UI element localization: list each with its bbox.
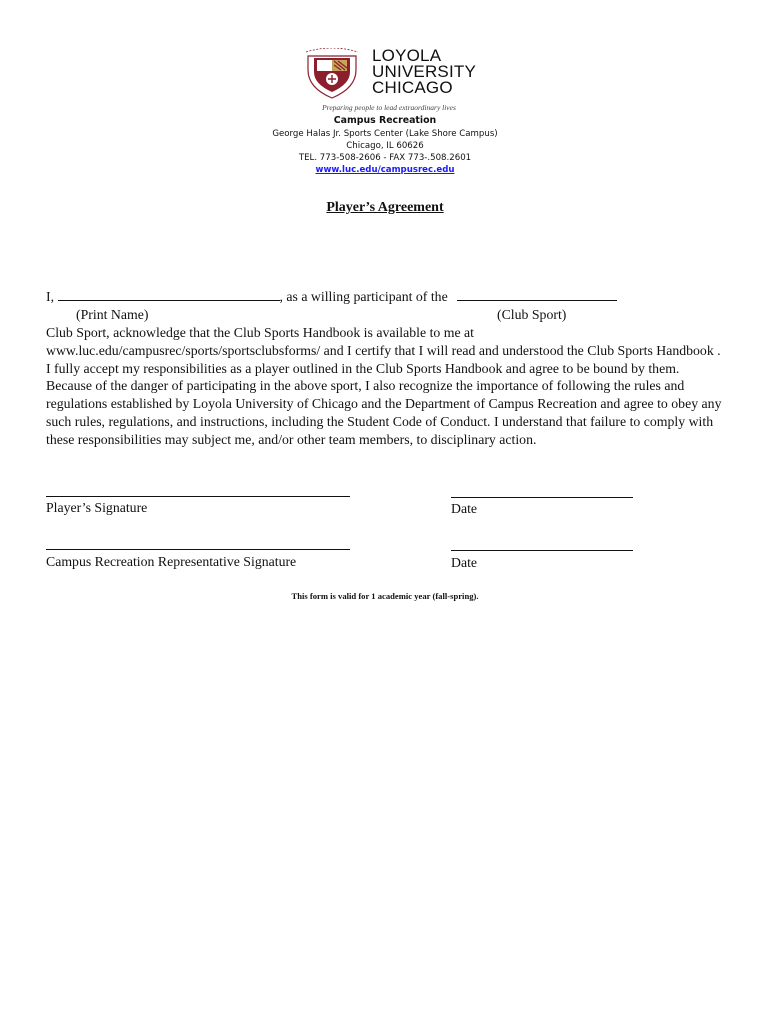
address-city: Chicago, IL 60626	[346, 141, 424, 151]
rep-date-line[interactable]	[451, 550, 633, 551]
player-date-line[interactable]	[451, 497, 633, 498]
document-title: Player’s Agreement	[326, 200, 444, 215]
website-line	[0, 165, 770, 175]
address-building: George Halas Jr. Sports Center (Lake Shore Campus)	[272, 129, 498, 139]
rep-signature-line[interactable]	[46, 549, 350, 550]
player-signature-label: Player’s Signature	[46, 500, 148, 515]
rep-date-label: Date	[451, 555, 478, 570]
logo-tagline: Preparing people to lead extraordinary lives	[322, 103, 456, 112]
phone-fax: TEL. 773-508-2606 - FAX 773-.508.2601	[298, 153, 472, 163]
player-date-label: Date	[451, 501, 478, 516]
club-sport-field[interactable]	[457, 288, 617, 301]
print-name-field[interactable]	[58, 288, 280, 301]
agreement-body: Club Sport, acknowledge that the Club Sports Handbook is available to me at www.luc.edu/campusrec/sports/sportsclubsforms/ and I certify that I will read and understood the Club Sports Handbook . I fully accept my responsibilities as a player outlined in the Club Sports Handbook and agree to be bound by them. Because of the danger of participating in the above sport, I also recognize the importance of following the rules and regulations established by Loyola University of Chicago and the Department of Campus Recreation and agree to obey any such rules, regulations, and instructions, including the Student Code of Conduct. I understand that failure to comply with these responsibilities may subject me, and/or other team members, to disciplinary action.	[46, 325, 722, 447]
print-name-caption: (Print Name)	[76, 307, 149, 322]
agreement-intro-line	[46, 288, 726, 306]
logo-line-university: UNIVERSITY	[372, 62, 477, 81]
rep-signature-label: Campus Recreation Representative Signature	[46, 554, 297, 569]
player-signature-line[interactable]	[46, 496, 350, 497]
university-wordmark	[372, 48, 476, 96]
logo-line-loyola: LOYOLA	[372, 46, 442, 65]
validity-note: This form is valid for 1 academic year (fall-spring).	[291, 591, 479, 601]
department-title: Campus Recreation	[333, 115, 437, 126]
university-seal-icon	[304, 48, 360, 100]
logo-line-chicago: CHICAGO	[372, 78, 453, 97]
intro-middle: , as a willing participant of the	[279, 289, 452, 304]
website-link[interactable]: www.luc.edu/campusrec.edu	[315, 165, 455, 175]
club-sport-caption: (Club Sport)	[497, 307, 567, 322]
intro-prefix: I,	[46, 289, 58, 304]
